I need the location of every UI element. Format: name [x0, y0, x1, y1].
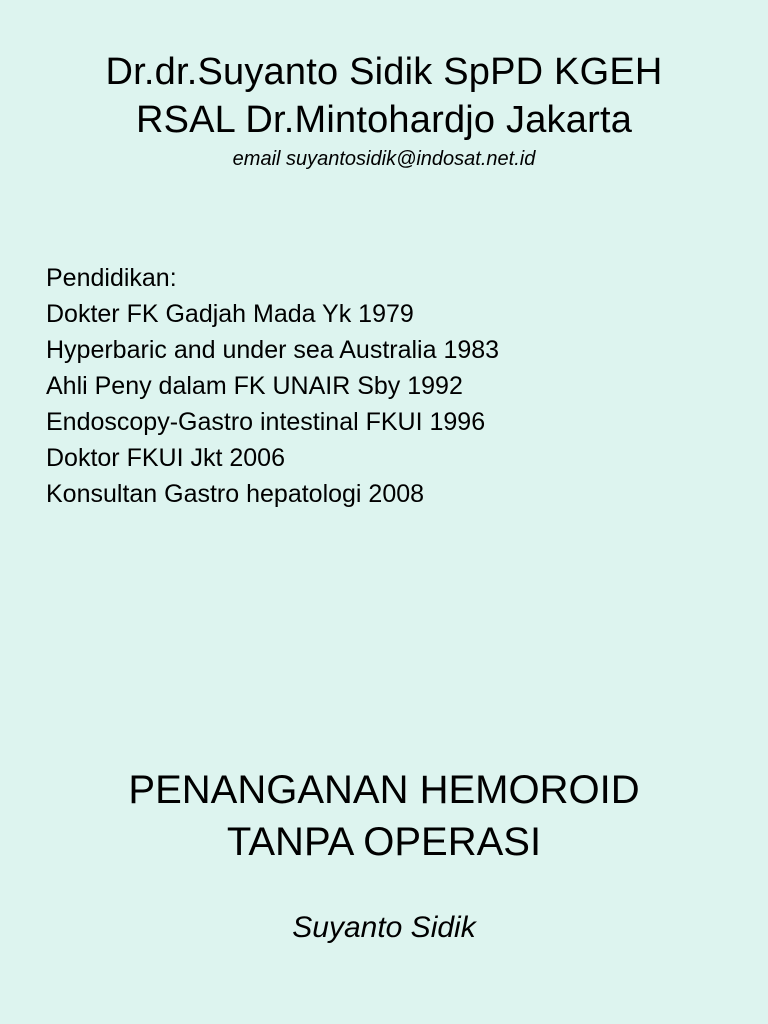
presenter-affiliation: RSAL Dr.Mintohardjo Jakarta: [135, 99, 633, 141]
education-item: Konsultan Gastro hepatologi 2008: [46, 480, 425, 508]
education-item: Ahli Peny dalam FK UNAIR Sby 1992: [46, 372, 463, 400]
education-item: Endoscopy-Gastro intestinal FKUI 1996: [46, 408, 486, 436]
presentation-title: [0, 764, 768, 868]
education-item: Doktor FKUI Jkt 2006: [46, 444, 285, 472]
author-name: Suyanto Sidik: [292, 911, 476, 944]
title-line-2: TANPA OPERASI: [226, 820, 542, 864]
education-item: Dokter FK Gadjah Mada Yk 1979: [46, 300, 414, 328]
education-heading: Pendidikan:: [46, 264, 177, 292]
presenter-email: email suyantosidik@indosat.net.id: [232, 148, 536, 170]
title-line-1: PENANGANAN HEMOROID: [128, 768, 640, 812]
education-item: Hyperbaric and under sea Australia 1983: [46, 336, 500, 364]
presenter-name: Dr.dr.Suyanto Sidik SpPD KGEH: [105, 51, 663, 93]
presenter-header: [0, 48, 768, 172]
education-section: [46, 260, 746, 512]
